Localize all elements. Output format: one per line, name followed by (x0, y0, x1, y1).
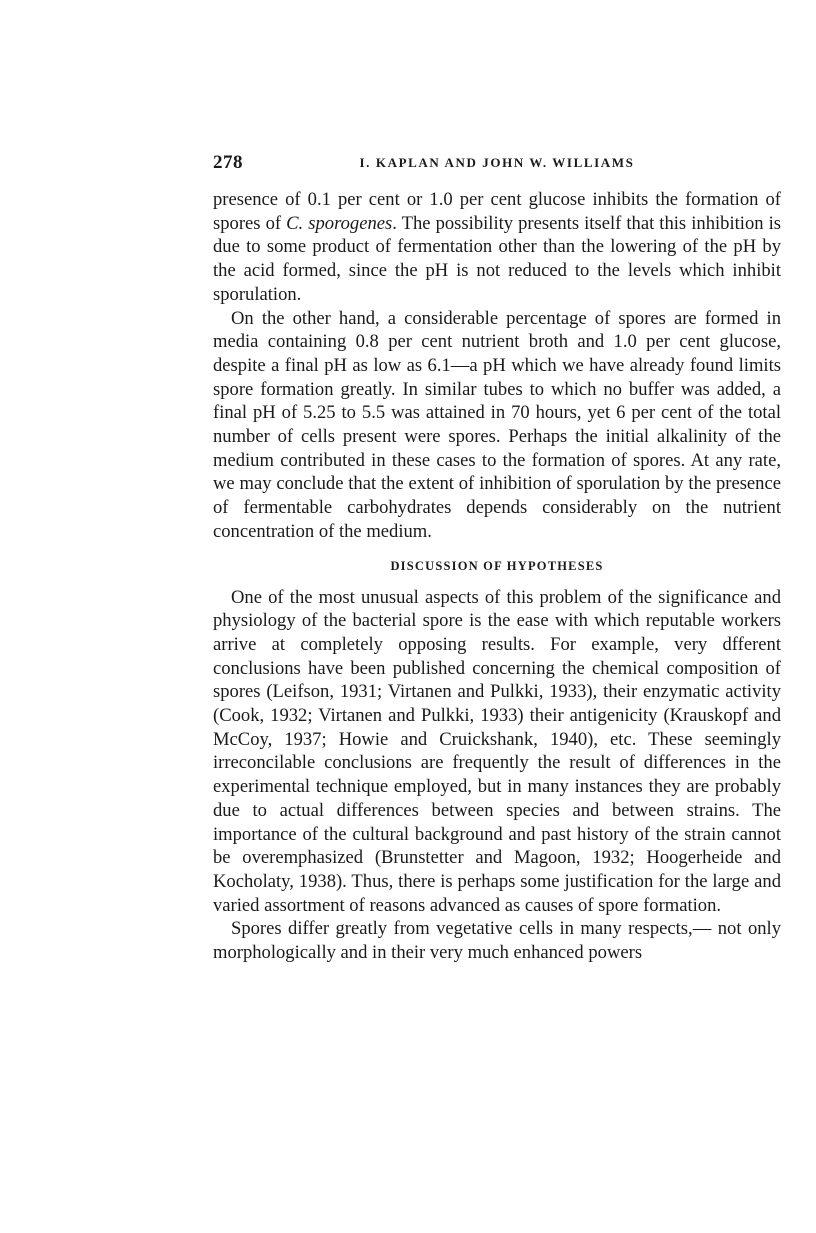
paragraph-1-text-end: . The possibility presents itself that this inhibition is due to some product of fermentation other than the lowering of the pH by the acid formed, since the pH is not reduced to the levels which inhibit sporulation. (213, 212, 782, 305)
paragraph-4: Spores differ greatly from vegetative cells in many respects,— not only morphologically and in their very much enhanced powers (213, 918, 781, 964)
running-head-authors: I. KAPLAN AND JOHN W. WILLIAMS (359, 155, 635, 170)
species-name: C. sporogenes (286, 212, 393, 234)
paragraph-2: On the other hand, a considerable percentage of spores are formed in media containing 0.8 per cent nutrient broth and 1.0 per cent glucose, despite a final pH as low as 6.1—a pH which we have already found limits spore formation greatly. In similar tubes to which no buffer was added, a final pH of 5.25 to 5.5 was attained in 70 hours, yet 6 per cent of the total number of cells present were spores. Perhaps the initial alkalinity of the medium contributed in these cases to the formation of spores. At any rate, we may conclude that the extent of inhibition of sporulation by the presence of fermentable carbohydrates depends considerably on the nutrient concentration of the medium. (213, 307, 781, 542)
section-heading: DISCUSSION OF HYPOTHESES (390, 558, 604, 573)
running-head (213, 148, 781, 178)
page-number: 278 (213, 152, 243, 173)
paragraph-continued (213, 188, 781, 307)
paragraph-3: One of the most unusual aspects of this problem of the significance and physiology of the bacterial spore is the ease with which reputable workers arrive at completely opposing results. For example, very dfferent conclusions have been published concerning the chemical composition of spores (Leifson, 1931; Virtanen and Pulkki, 1933), their enzymatic activity (Cook, 1932; Virtanen and Pulkki, 1933) their antigenicity (Krauskopf and McCoy, 1937; Howie and Cruickshank, 1940), etc. These seemingly irreconcilable conclusions are frequently the result of differences in the experimental technique employed, but in many instances they are probably due to actual differences between species and between strains. The importance of the cultural background and past history of the strain cannot be overemphasized (Brunstetter and Magoon, 1932; Hoogerheide and Kocholaty, 1938). Thus, there is perhaps some justification for the large and varied assortment of reasons advanced as causes of spore formation. (213, 586, 781, 916)
page-content (213, 148, 781, 965)
paragraph-1-text-start: presence of 0.1 per cent or 1.0 per cent glucose inhibits the formation of spores of (213, 189, 781, 234)
